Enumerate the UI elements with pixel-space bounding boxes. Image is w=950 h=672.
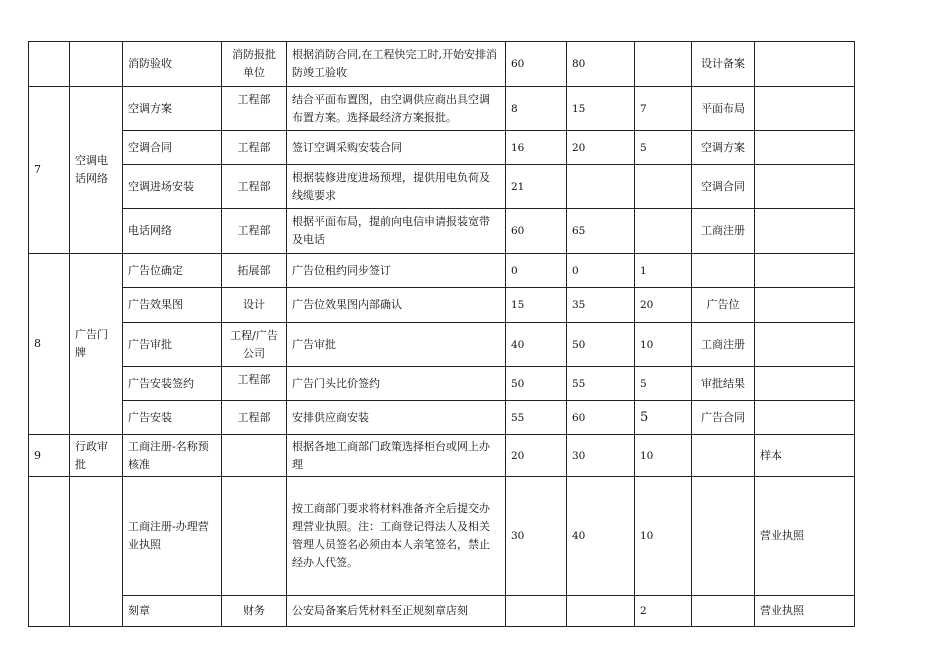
row-number — [29, 42, 70, 87]
task-cell: 工商注册-办理营业执照 — [123, 477, 222, 596]
dependency-cell — [692, 477, 755, 596]
row-number: 7 — [29, 87, 70, 254]
description-cell: 广告审批 — [287, 323, 506, 367]
dept-cell: 工程部 — [222, 209, 287, 254]
description-cell: 广告位效果图内部确认 — [287, 288, 506, 323]
description-cell: 结合平面布置图，由空调供应商出具空调布置方案。选择最经济方案报批。 — [287, 87, 506, 131]
dependency-cell: 空调合同 — [692, 165, 755, 209]
dept-cell: 工程部 — [222, 165, 287, 209]
dependency-cell: 广告位 — [692, 288, 755, 323]
output-cell — [755, 323, 855, 367]
description-cell: 广告位租约同步签订 — [287, 254, 506, 288]
task-cell: 工商注册-名称预核准 — [123, 435, 222, 477]
dependency-cell: 工商注册 — [692, 323, 755, 367]
start-cell: 55 — [506, 401, 567, 435]
task-cell: 消防验收 — [123, 42, 222, 87]
duration-cell: 10 — [635, 323, 692, 367]
description-cell: 根据平面布局，提前向电信申请报装宽带及电话 — [287, 209, 506, 254]
task-cell: 空调方案 — [123, 87, 222, 131]
description-cell: 公安局备案后凭材料至正规刻章店刻 — [287, 596, 506, 627]
dept-cell: 工程部 — [222, 367, 287, 401]
table-row — [29, 477, 855, 596]
end-cell: 15 — [567, 87, 635, 131]
start-cell: 15 — [506, 288, 567, 323]
start-cell: 40 — [506, 323, 567, 367]
table-row — [29, 435, 855, 477]
category-cell — [70, 42, 123, 87]
output-cell — [755, 87, 855, 131]
output-cell — [755, 367, 855, 401]
category-cell — [70, 477, 123, 627]
table-row — [29, 596, 855, 627]
output-cell — [755, 401, 855, 435]
start-cell: 60 — [506, 209, 567, 254]
end-cell: 55 — [567, 367, 635, 401]
table-row — [29, 87, 855, 131]
row-number — [29, 477, 70, 627]
end-cell: 35 — [567, 288, 635, 323]
table-row — [29, 323, 855, 367]
description-cell: 安排供应商安装 — [287, 401, 506, 435]
description-cell: 根据各地工商部门政策选择柜台或网上办理 — [287, 435, 506, 477]
dept-cell: 设计 — [222, 288, 287, 323]
duration-cell: 20 — [635, 288, 692, 323]
dept-cell: 拓展部 — [222, 254, 287, 288]
duration-cell: 7 — [635, 87, 692, 131]
schedule-table — [28, 41, 855, 627]
dependency-cell: 平面布局 — [692, 87, 755, 131]
task-cell: 广告效果图 — [123, 288, 222, 323]
table-row — [29, 288, 855, 323]
end-cell: 30 — [567, 435, 635, 477]
dependency-cell: 广告合同 — [692, 401, 755, 435]
table-row — [29, 367, 855, 401]
dept-cell: 工程/广告公司 — [222, 323, 287, 367]
end-cell: 80 — [567, 42, 635, 87]
task-cell: 空调合同 — [123, 131, 222, 165]
end-cell: 20 — [567, 131, 635, 165]
duration-cell: 10 — [635, 435, 692, 477]
category-cell: 空调电话网络 — [70, 87, 123, 254]
start-cell: 30 — [506, 477, 567, 596]
row-number: 9 — [29, 435, 70, 477]
duration-cell: 5 — [635, 131, 692, 165]
dependency-cell: 工商注册 — [692, 209, 755, 254]
description-cell: 广告门头比价签约 — [287, 367, 506, 401]
dependency-cell — [692, 254, 755, 288]
end-cell: 60 — [567, 401, 635, 435]
dependency-cell: 设计备案 — [692, 42, 755, 87]
start-cell: 0 — [506, 254, 567, 288]
dependency-cell: 审批结果 — [692, 367, 755, 401]
dept-cell: 财务 — [222, 596, 287, 627]
dependency-cell — [692, 435, 755, 477]
output-cell — [755, 42, 855, 87]
dependency-cell — [692, 596, 755, 627]
start-cell: 50 — [506, 367, 567, 401]
description-cell: 签订空调采购安装合同 — [287, 131, 506, 165]
duration-cell — [635, 42, 692, 87]
output-cell: 营业执照 — [755, 596, 855, 627]
start-cell: 8 — [506, 87, 567, 131]
start-cell: 60 — [506, 42, 567, 87]
table-row — [29, 209, 855, 254]
description-cell: 按工商部门要求将材料准备齐全后提交办理营业执照。注：工商登记得法人及相关管理人员签名必须由本人亲笔签名，禁止经办人代签。 — [287, 477, 506, 596]
task-cell: 广告安装 — [123, 401, 222, 435]
dept-cell: 工程部 — [222, 401, 287, 435]
output-cell: 样本 — [755, 435, 855, 477]
category-cell: 行政审批 — [70, 435, 123, 477]
task-cell: 电话网络 — [123, 209, 222, 254]
start-cell: 16 — [506, 131, 567, 165]
dept-cell: 工程部 — [222, 87, 287, 131]
table-row — [29, 42, 855, 87]
task-cell: 广告位确定 — [123, 254, 222, 288]
output-cell — [755, 165, 855, 209]
table-row — [29, 254, 855, 288]
output-cell: 营业执照 — [755, 477, 855, 596]
table-row — [29, 165, 855, 209]
end-cell: 65 — [567, 209, 635, 254]
table-row — [29, 401, 855, 435]
output-cell — [755, 254, 855, 288]
dept-cell — [222, 477, 287, 596]
description-cell: 根据装修进度进场预埋，提供用电负荷及线缆要求 — [287, 165, 506, 209]
duration-cell — [635, 209, 692, 254]
category-cell: 广告门牌 — [70, 254, 123, 435]
start-cell: 20 — [506, 435, 567, 477]
dependency-cell: 空调方案 — [692, 131, 755, 165]
row-number: 8 — [29, 254, 70, 435]
duration-cell: 1 — [635, 254, 692, 288]
start-cell — [506, 596, 567, 627]
end-cell: 40 — [567, 477, 635, 596]
dept-cell — [222, 435, 287, 477]
output-cell — [755, 209, 855, 254]
end-cell — [567, 596, 635, 627]
table-row — [29, 131, 855, 165]
end-cell: 50 — [567, 323, 635, 367]
task-cell: 刻章 — [123, 596, 222, 627]
task-cell: 空调进场安装 — [123, 165, 222, 209]
output-cell — [755, 131, 855, 165]
description-cell: 根据消防合同,在工程快完工时,开始安排消防竣工验收 — [287, 42, 506, 87]
duration-cell: 5 — [635, 367, 692, 401]
dept-cell: 消防报批单位 — [222, 42, 287, 87]
end-cell — [567, 165, 635, 209]
duration-cell: 2 — [635, 596, 692, 627]
task-cell: 广告安装签约 — [123, 367, 222, 401]
duration-cell: 10 — [635, 477, 692, 596]
dept-cell: 工程部 — [222, 131, 287, 165]
duration-cell: 5 — [635, 401, 692, 435]
end-cell: 0 — [567, 254, 635, 288]
start-cell: 21 — [506, 165, 567, 209]
duration-cell — [635, 165, 692, 209]
task-cell: 广告审批 — [123, 323, 222, 367]
output-cell — [755, 288, 855, 323]
